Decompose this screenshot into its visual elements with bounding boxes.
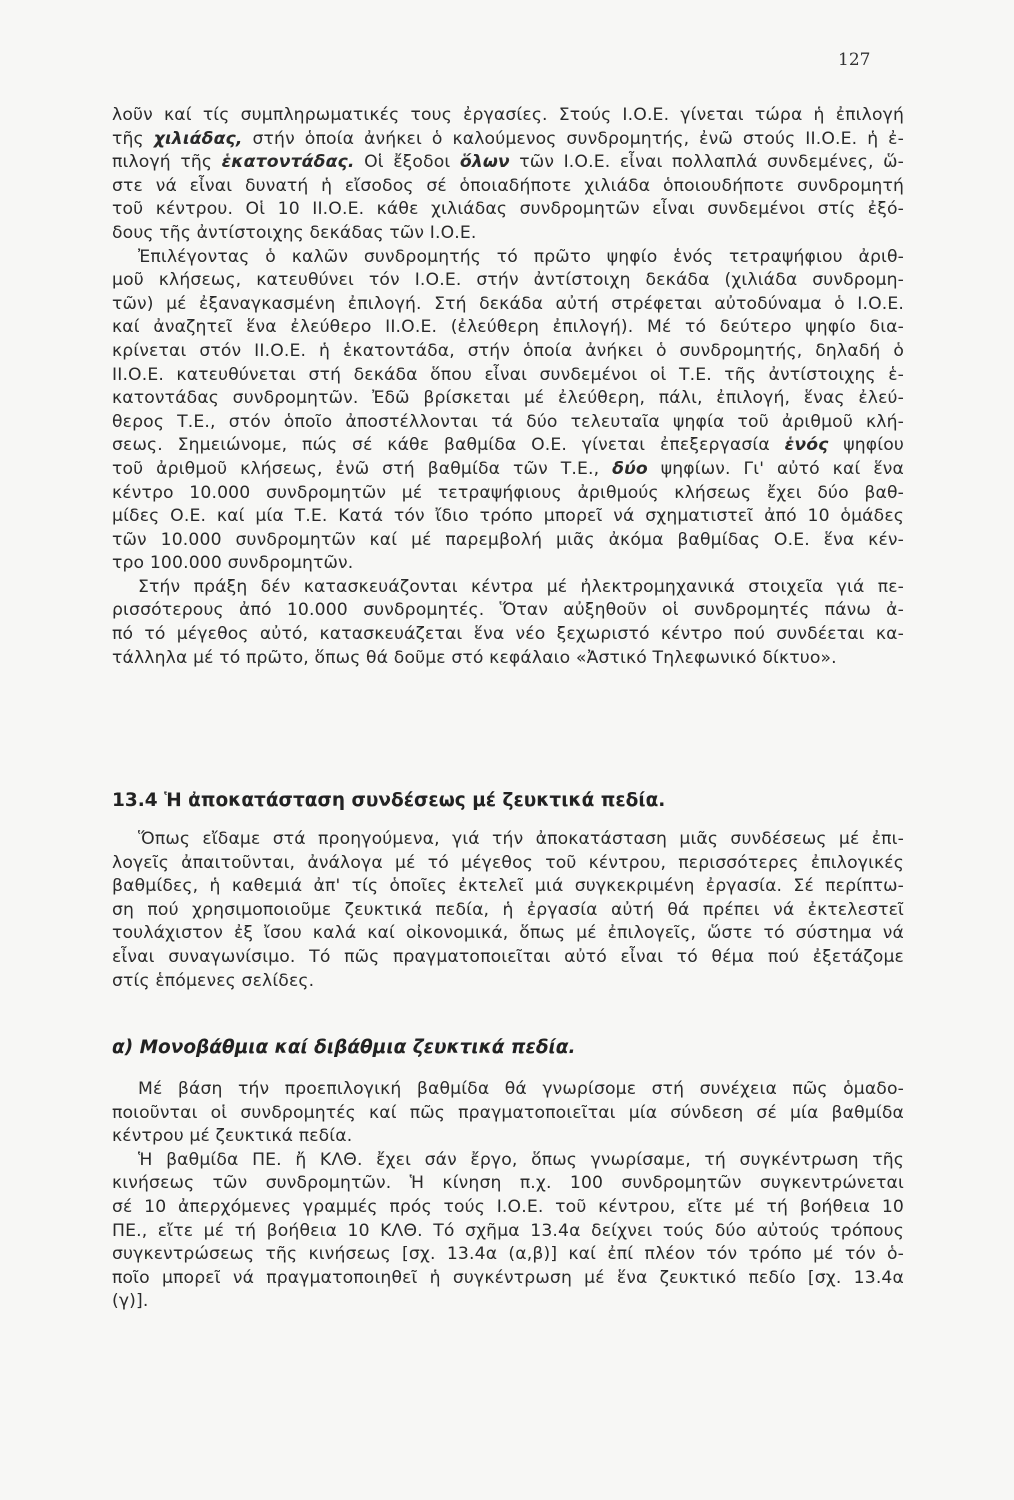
text-line: ποιοῦνται οἱ συνδρομητές καί πῶς πραγματοποιεῖται μία σύνδεση σέ μία βαθμίδα bbox=[112, 1102, 904, 1123]
text-line: ρισσότερους ἀπό 10.000 συνδρομητές. Ὅταν αὐξηθοῦν οἱ συνδρομητές πάνω ἀ- bbox=[112, 600, 904, 621]
text-line: μοῦ κλήσεως, κατευθύνει τόν Ι.Ο.Ε. στήν ἀντίστοιχη δεκάδα (χιλιάδα συνδρομη- bbox=[112, 270, 904, 291]
text-line: μίδες Ο.Ε. καί μία Τ.Ε. Κατά τόν ἴδιο τρόπο μπορεῖ νά σχηματιστεῖ ἀπό 10 ὁμάδες bbox=[112, 506, 904, 527]
text-segment: τοῦ ἀριθμοῦ κλήσεως, ἐνῶ στή βαθμίδα τῶν Τ.Ε., bbox=[112, 458, 613, 479]
text-line: τάλληλα μέ τό πρῶτο, ὅπως θά δοῦμε στό κεφάλαιο «Ἀστικό Τηλεφωνικό δίκτυο». bbox=[112, 647, 837, 668]
text-segment: Οἱ ἔξοδοι bbox=[354, 152, 460, 173]
text-segment: στήν ὁποία ἀνήκει ὁ καλούμενος συνδρομητής, ἐνῶ στούς ΙΙ.Ο.Ε. ἡ ἐ- bbox=[242, 128, 904, 149]
emphasis-text: δύο bbox=[612, 458, 648, 479]
text-line: Ἐπιλέγοντας ὁ καλῶν συνδρομητής τό πρῶτο ψηφίο ἑνός τετραψήφιου ἀριθ- bbox=[138, 246, 904, 267]
text-line: Μέ βάση τήν προεπιλογική βαθμίδα θά γνωρίσομε στή συνέχεια πῶς ὁμαδο- bbox=[138, 1079, 904, 1099]
text-line bbox=[112, 458, 904, 482]
text-line: τῶν 10.000 συνδρομητῶν καί μέ παρεμβολή μιᾶς ἀκόμα βαθμίδας Ο.Ε. ἕνα κέν- bbox=[112, 529, 904, 550]
text-line: καί ἀναζητεῖ ἕνα ἐλεύθερο ΙΙ.Ο.Ε. (ἐλεύθερη ἐπιλογή). Μέ τό δεύτερο ψηφίο δια- bbox=[112, 317, 904, 338]
text-line: στε νά εἶναι δυνατή ἡ εἴσοδος σέ ὁποιαδήποτε χιλιάδα ὁποιουδήποτε συνδρομητή bbox=[112, 175, 904, 196]
text-segment: πιλογή τῆς bbox=[112, 152, 222, 173]
text-line: Ἡ βαθμίδα ΠΕ. ἤ ΚΛΘ. ἔχει σάν ἔργο, ὅπως γνωρίσαμε, τή συγκέντρωση τῆς bbox=[138, 1149, 904, 1170]
subsection-heading: α) Μονοβάθμια καί διβάθμια ζευκτικά πεδία. bbox=[112, 1037, 576, 1058]
body-text-block bbox=[112, 104, 904, 670]
text-line: ση πού χρησιμοποιοῦμε ζευκτικά πεδία, ἡ ἐργασία αὐτή θά πρέπει νά ἐκτελεστεῖ bbox=[112, 899, 904, 920]
text-line: Ὅπως εἴδαμε στά προηγούμενα, γιά τήν ἀποκατάσταση μιᾶς συνδέσεως μέ ἐπι- bbox=[138, 829, 904, 849]
body-text-block bbox=[112, 1078, 904, 1314]
text-line: κατοντάδας συνδρομητῶν. Ἐδῶ βρίσκεται μέ ἐλεύθερη, πάλι, ἐπιλογή, ἕνας ἐλεύ- bbox=[112, 388, 904, 409]
text-line bbox=[112, 434, 904, 458]
text-segment: σεως. Σημειώνομε, πώς σέ κάθε βαθμίδα Ο.Ε. γίνεται ἐπεξεργασία bbox=[112, 435, 785, 456]
body-text-block bbox=[112, 828, 904, 993]
text-line: στίς ἑπόμενες σελίδες. bbox=[112, 970, 315, 991]
text-line: εἶναι συναγωνίσιμο. Τό πῶς πραγματοποιεῖται αὐτό εἶναι τό θέμα πού ἐξετάζομε bbox=[112, 946, 904, 967]
text-segment: ψηφίου bbox=[828, 435, 904, 456]
text-line: (γ)]. bbox=[112, 1291, 149, 1312]
text-line: τῶν) μέ ἐξαναγκασμένη ἐπιλογή. Στή δεκάδα αὐτή στρέφεται αὐτοδύναμα ὁ Ι.Ο.Ε. bbox=[112, 293, 904, 314]
text-line: ΠΕ., εἴτε μέ τή βοήθεια 10 ΚΛΘ. Τό σχῆμα 13.4α δείχνει τούς δύο αὐτούς τρόπους bbox=[112, 1220, 904, 1241]
text-line: τουλάχιστον ἐξ ἴσου καλά καί οἰκονομικά, ὅπως μέ ἐπιλογεῖς, ὥστε τό σύστημα νά bbox=[112, 923, 904, 944]
emphasis-text: ἑνός bbox=[784, 435, 829, 456]
emphasis-text: ὅλων bbox=[459, 152, 510, 173]
text-line: ΙΙ.Ο.Ε. κατευθύνεται στή δεκάδα ὅπου εἶναι συνδεμένοι οἱ Τ.Ε. τῆς ἀντίστοιχης ἑ- bbox=[112, 364, 904, 385]
text-line: θερος Τ.Ε., στόν ὁποῖο ἀποστέλλονται τά δύο τελευταῖα ψηφία τοῦ ἀριθμοῦ κλή- bbox=[112, 411, 904, 432]
text-line: κέντρου μέ ζευκτικά πεδία. bbox=[112, 1126, 353, 1147]
text-segment: τῶν Ι.Ο.Ε. εἶναι πολλαπλά συνδεμένες, ὥ- bbox=[509, 152, 904, 173]
text-line: κινήσεως τῶν συνδρομητῶν. Ἡ κίνηση π.χ. 100 συνδρομητῶν συγκεντρώνεται bbox=[112, 1173, 904, 1194]
text-line bbox=[112, 128, 904, 152]
text-segment: ψηφίων. Γι' αὐτό καί ἕνα bbox=[647, 458, 904, 479]
text-line: Στήν πράξη δέν κατασκευάζονται κέντρα μέ ἠλεκτρομηχανικά στοιχεῖα γιά πε- bbox=[138, 576, 904, 597]
emphasis-text: ἑκατοντάδας. bbox=[221, 152, 355, 173]
text-line: δους τῆς ἀντίστοιχης δεκάδας τῶν Ι.Ο.Ε. bbox=[112, 222, 477, 243]
text-line: κρίνεται στόν ΙΙ.Ο.Ε. ἡ ἑκατοντάδα, στήν ὁποία ἀνήκει ὁ συνδρομητής, δηλαδή ὁ bbox=[112, 340, 904, 361]
text-line: σέ 10 ἀπερχόμενες γραμμές πρός τούς Ι.Ο.Ε. τοῦ κέντρου, εἴτε μέ τή βοήθεια 10 bbox=[112, 1196, 904, 1217]
text-line: κέντρο 10.000 συνδρομητῶν μέ τετραψήφιους ἀριθμούς κλήσεως ἔχει δύο βαθ- bbox=[112, 482, 904, 503]
text-segment: τῆς bbox=[112, 128, 154, 149]
page-number: 127 bbox=[838, 50, 871, 70]
section-heading: 13.4 Ἡ ἀποκατάσταση συνδέσεως μέ ζευκτικά πεδία. bbox=[112, 790, 666, 811]
text-line: συγκεντρώσεως τῆς κινήσεως [σχ. 13.4α (α,β)] καί ἐπί πλέον τόν τρόπο μέ τόν ὁ- bbox=[112, 1244, 904, 1265]
text-line: λογεῖς ἀπαιτοῦνται, ἀνάλογα μέ τό μέγεθος τοῦ κέντρου, περισσότερες ἐπιλογικές bbox=[112, 852, 904, 873]
text-line: πό τό μέγεθος αὐτό, κατασκευάζεται ἕνα νέο ξεχωριστό κέντρο πού συνδέεται κα- bbox=[112, 624, 904, 645]
text-line: λοῦν καί τίς συμπληρωματικές τους ἐργασίες. Στούς Ι.Ο.Ε. γίνεται τώρα ἡ ἐπιλογή bbox=[112, 105, 904, 125]
emphasis-text: χιλιάδας, bbox=[153, 128, 243, 149]
text-line: ποῖο μπορεῖ νά πραγματοποιηθεῖ ἡ συγκέντρωση μέ ἕνα ζευκτικό πεδίο [σχ. 13.4α bbox=[112, 1267, 904, 1288]
text-line bbox=[112, 151, 904, 175]
text-line: τρο 100.000 συνδρομητῶν. bbox=[112, 553, 354, 574]
text-line: τοῦ κέντρου. Οἱ 10 ΙΙ.Ο.Ε. κάθε χιλιάδας συνδρομητῶν εἶναι συνδεμένοι στίς ἐξό- bbox=[112, 199, 904, 220]
text-line: βαθμίδες, ἡ καθεμιά ἀπ' τίς ὁποῖες ἐκτελεῖ μιά συγκεκριμένη ἐργασία. Σέ περίπτω- bbox=[112, 876, 904, 897]
